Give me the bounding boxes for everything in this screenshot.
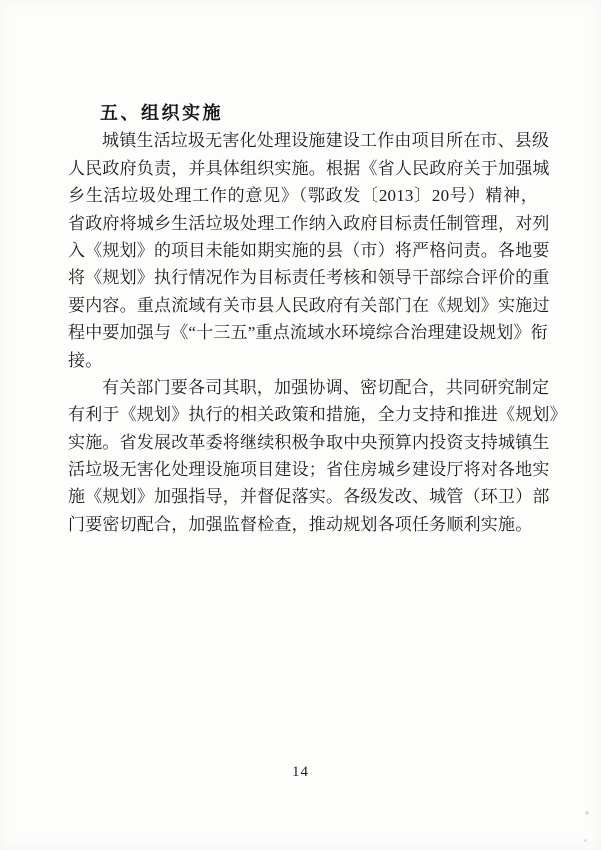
text-line: 活垃圾无害化处理设施项目建设；省住房城乡建设厅将对各地实 bbox=[68, 460, 550, 480]
text-line: 程中要加强与《“十三五”重点流域水环境综合治理建设规划》衔 bbox=[68, 323, 548, 343]
text-line: 门要密切配合，加强监督检查，推动规划各项任务顺利实施。 bbox=[68, 514, 533, 534]
text-line: 有关部门要各司其职，加强协调、密切配合，共同研究制定 bbox=[102, 377, 550, 397]
text-line: 人民政府负责，并具体组织实施。根据《省人民政府关于加强城 bbox=[68, 158, 550, 178]
page-number: 14 bbox=[292, 764, 309, 780]
paragraph-1 bbox=[68, 127, 550, 374]
text-line: 实施。省发展改革委将继续积极争取中央预算内投资支持城镇生 bbox=[68, 432, 550, 452]
text-line: 城镇生活垃圾无害化处理设施建设工作由项目所在市、县级 bbox=[102, 131, 550, 151]
text-line: 接。 bbox=[68, 350, 103, 370]
scan-artifact-speck bbox=[585, 811, 589, 815]
text-line: 入《规划》的项目未能如期实施的县（市）将严格问责。各地要 bbox=[68, 240, 550, 260]
scan-artifact-speck bbox=[584, 839, 587, 842]
text-line: 省政府将城乡生活垃圾处理工作纳入政府目标责任制管理，对列 bbox=[68, 213, 550, 233]
text-line: 有利于《规划》执行的相关政策和措施，全力支持和推进《规划》 bbox=[68, 405, 567, 425]
section-heading: 五、组织实施 bbox=[100, 103, 223, 123]
paragraph-2 bbox=[68, 374, 567, 538]
text-line: 施《规划》加强指导，并督促落实。各级发改、城管（环卫）部 bbox=[68, 487, 550, 507]
text-line: 要内容。重点流域有关市县人民政府有关部门在《规划》实施过 bbox=[68, 295, 550, 315]
text-line: 乡生活垃圾处理工作的意见》（鄂政发〔2013〕20号）精神， bbox=[68, 186, 538, 206]
text-line: 将《规划》执行情况作为目标责任考核和领导干部综合评价的重 bbox=[68, 268, 550, 288]
document-body bbox=[68, 100, 567, 538]
